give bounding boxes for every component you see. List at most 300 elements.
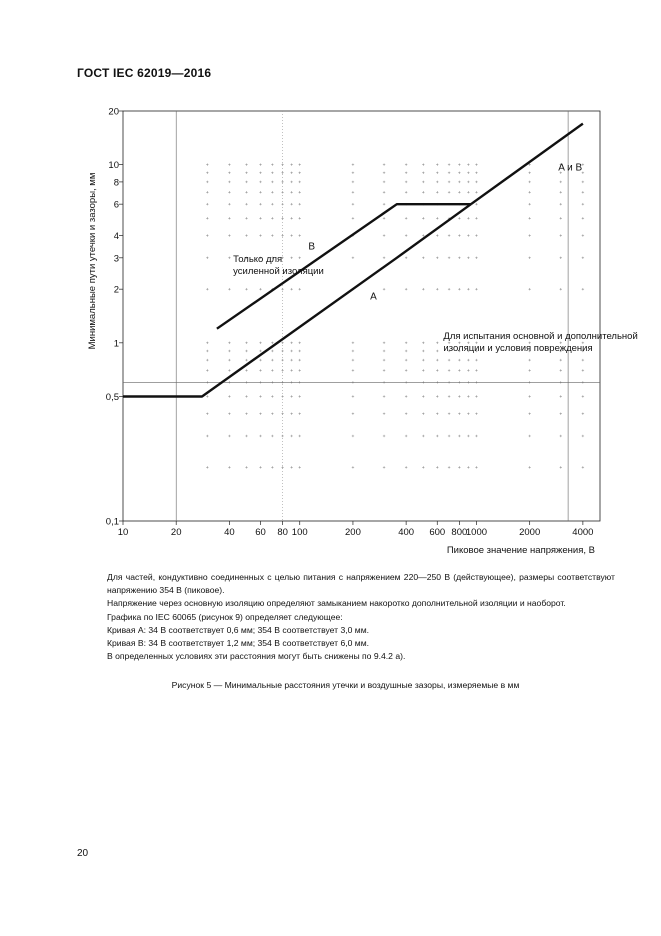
grid-cross — [245, 369, 247, 371]
grid-cross — [352, 435, 354, 437]
grid-cross — [383, 435, 385, 437]
grid-cross — [259, 435, 261, 437]
grid-cross — [582, 203, 584, 205]
grid-cross — [383, 413, 385, 415]
grid-cross — [271, 181, 273, 183]
grid-cross — [290, 234, 292, 236]
grid-cross — [422, 435, 424, 437]
grid-cross — [299, 466, 301, 468]
grid-cross — [228, 395, 230, 397]
grid-cross — [475, 181, 477, 183]
series-line-1 — [123, 204, 471, 396]
grid-cross — [299, 257, 301, 259]
grid-cross — [436, 234, 438, 236]
grid-cross — [228, 217, 230, 219]
figure-caption — [0, 680, 661, 690]
grid-cross — [448, 172, 450, 174]
grid-cross — [271, 191, 273, 193]
figure-notes — [107, 571, 615, 663]
grid-cross — [528, 395, 530, 397]
grid-cross — [475, 435, 477, 437]
grid-cross — [560, 234, 562, 236]
x-axis-label: Пиковое значение напряжения, В — [446, 545, 595, 556]
grid-cross — [422, 350, 424, 352]
grid-cross — [271, 369, 273, 371]
grid-cross — [271, 395, 273, 397]
grid-cross — [352, 395, 354, 397]
grid-cross — [299, 191, 301, 193]
grid-cross — [228, 288, 230, 290]
grid-cross — [405, 217, 407, 219]
grid-cross — [560, 288, 562, 290]
note-2: Напряжение через основную изоляцию определяют замыканием накоротко дополнительной изоляции и наоборот. — [107, 598, 566, 609]
grid-cross — [458, 413, 460, 415]
grid-cross — [290, 191, 292, 193]
grid-cross — [405, 342, 407, 344]
series-label-2: B — [308, 241, 316, 253]
grid-cross — [206, 359, 208, 361]
grid-cross — [259, 217, 261, 219]
page-number: 20 — [77, 848, 89, 859]
grid-cross — [528, 234, 530, 236]
y-tick-label: 8 — [113, 177, 119, 189]
x-tick-label: 600 — [429, 527, 446, 538]
grid-cross — [475, 288, 477, 290]
annotation-b_only-line: Только для — [233, 253, 283, 265]
grid-cross — [245, 359, 247, 361]
grid-cross — [422, 172, 424, 174]
grid-cross — [352, 217, 354, 219]
grid-cross — [448, 257, 450, 259]
grid-cross — [290, 359, 292, 361]
grid-cross — [458, 257, 460, 259]
grid-cross — [560, 191, 562, 193]
grid-cross — [271, 203, 273, 205]
x-tick-label: 400 — [398, 527, 415, 538]
page-header: ГОСТ IEC 62019—2016 — [77, 66, 212, 80]
grid-cross — [467, 163, 469, 165]
x-tick-label: 60 — [255, 527, 266, 538]
grid-cross — [352, 413, 354, 415]
grid-cross — [475, 172, 477, 174]
grid-cross — [528, 172, 530, 174]
grid-cross — [228, 359, 230, 361]
grid-cross — [245, 203, 247, 205]
grid-cross — [259, 395, 261, 397]
grid-cross — [467, 172, 469, 174]
grid-cross — [206, 466, 208, 468]
grid-cross — [467, 369, 469, 371]
grid-cross — [436, 288, 438, 290]
grid-cross — [436, 369, 438, 371]
grid-cross — [560, 413, 562, 415]
grid-cross — [422, 466, 424, 468]
grid-cross — [245, 191, 247, 193]
grid-cross — [299, 435, 301, 437]
grid-cross — [405, 350, 407, 352]
grid-cross — [405, 288, 407, 290]
grid-cross — [467, 413, 469, 415]
grid-cross — [299, 413, 301, 415]
grid-cross — [436, 181, 438, 183]
grid-cross — [528, 359, 530, 361]
grid-cross — [299, 217, 301, 219]
x-tick-label: 20 — [170, 527, 182, 538]
grid-cross — [467, 257, 469, 259]
grid-cross — [448, 191, 450, 193]
grid-cross — [299, 369, 301, 371]
grid-cross — [228, 181, 230, 183]
grid-cross — [448, 413, 450, 415]
grid-cross — [352, 163, 354, 165]
grid-cross — [422, 359, 424, 361]
grid-cross — [228, 234, 230, 236]
y-tick-label: 10 — [108, 160, 119, 172]
grid-cross — [582, 257, 584, 259]
grid-cross — [352, 342, 354, 344]
grid-cross — [528, 217, 530, 219]
note-5: Кривая В: 34 В соответствует 1,2 мм; 354 В соответствует 6,0 мм. — [107, 638, 370, 649]
grid-cross — [299, 172, 301, 174]
grid-cross — [299, 288, 301, 290]
grid-cross — [436, 191, 438, 193]
grid-cross — [458, 191, 460, 193]
grid-cross — [245, 413, 247, 415]
grid-cross — [383, 369, 385, 371]
grid-cross — [228, 191, 230, 193]
annotation-basic_supp-line: изоляции и условия повреждения — [443, 343, 593, 355]
grid-cross — [582, 191, 584, 193]
grid-cross — [299, 181, 301, 183]
grid-cross — [582, 359, 584, 361]
grid-cross — [467, 435, 469, 437]
grid-cross — [405, 369, 407, 371]
grid-cross — [245, 435, 247, 437]
y-tick-label: 20 — [108, 106, 119, 118]
x-tick-label: 200 — [345, 527, 361, 538]
grid-cross — [383, 191, 385, 193]
note-1: Для частей, кондуктивно соединенных с целью питания с напряжением 220—250 В (действующее), размеры соответствуют напряжению 354 В (пиковое). — [107, 572, 615, 596]
grid-cross — [383, 350, 385, 352]
x-tick-label: 40 — [224, 527, 235, 538]
grid-cross — [528, 288, 530, 290]
grid-cross — [259, 466, 261, 468]
grid-cross — [458, 369, 460, 371]
grid-cross — [528, 435, 530, 437]
grid-cross — [271, 342, 273, 344]
grid-cross — [206, 435, 208, 437]
grid-cross — [458, 395, 460, 397]
grid-cross — [352, 172, 354, 174]
grid-cross — [422, 288, 424, 290]
x-tick-label: 2000 — [519, 527, 541, 538]
grid-cross — [383, 163, 385, 165]
grid-cross — [228, 413, 230, 415]
grid-cross — [206, 342, 208, 344]
grid-cross — [383, 466, 385, 468]
grid-cross — [448, 234, 450, 236]
grid-cross — [582, 466, 584, 468]
grid-cross — [582, 217, 584, 219]
grid-cross — [228, 342, 230, 344]
grid-cross — [383, 395, 385, 397]
grid-cross — [467, 234, 469, 236]
grid-cross — [271, 413, 273, 415]
grid-cross — [560, 181, 562, 183]
grid-cross — [560, 359, 562, 361]
x-tick-label: 10 — [117, 527, 129, 538]
figure-caption-text: Рисунок 5 — Минимальные расстояния утечки и воздушные зазоры, измеряемые в мм — [171, 680, 520, 690]
grid-cross — [528, 181, 530, 183]
grid-cross — [299, 342, 301, 344]
grid-cross — [290, 395, 292, 397]
grid-cross — [436, 395, 438, 397]
grid-cross — [582, 181, 584, 183]
grid-cross — [422, 257, 424, 259]
note-6: В определенных условиях эти расстояния могут быть снижены по 9.4.2 а). — [107, 651, 406, 662]
grid-cross — [458, 234, 460, 236]
series-label-3: A и B — [558, 162, 583, 174]
grid-cross — [290, 288, 292, 290]
grid-cross — [528, 466, 530, 468]
grid-cross — [458, 435, 460, 437]
grid-cross — [448, 466, 450, 468]
grid-cross — [206, 217, 208, 219]
grid-cross — [228, 257, 230, 259]
grid-cross — [458, 163, 460, 165]
grid-cross — [271, 234, 273, 236]
grid-cross — [436, 163, 438, 165]
x-tick-label: 80 — [277, 527, 288, 538]
grid-cross — [405, 395, 407, 397]
grid-cross — [259, 203, 261, 205]
grid-cross — [448, 359, 450, 361]
grid-cross — [405, 466, 407, 468]
series-label-1: A — [370, 291, 377, 303]
grid-cross — [259, 172, 261, 174]
annotation-basic_supp-line: Для испытания основной и дополнительной — [443, 331, 638, 343]
x-tick-label: 100 — [291, 527, 308, 538]
grid-cross — [352, 181, 354, 183]
grid-cross — [475, 163, 477, 165]
grid-cross — [245, 217, 247, 219]
grid-cross — [228, 350, 230, 352]
grid-cross — [259, 342, 261, 344]
grid-cross — [281, 181, 283, 183]
grid-cross — [528, 413, 530, 415]
grid-cross — [290, 350, 292, 352]
grid-cross — [206, 369, 208, 371]
grid-cross — [560, 257, 562, 259]
grid-cross — [458, 359, 460, 361]
grid-cross — [436, 217, 438, 219]
grid-cross — [206, 191, 208, 193]
grid-cross — [582, 395, 584, 397]
grid-cross — [259, 234, 261, 236]
grid-cross — [228, 369, 230, 371]
grid-cross — [458, 217, 460, 219]
grid-cross — [228, 163, 230, 165]
grid-cross — [582, 288, 584, 290]
grid-cross — [259, 181, 261, 183]
grid-cross — [467, 181, 469, 183]
grid-cross — [467, 288, 469, 290]
y-tick-label: 1 — [113, 338, 119, 350]
grid-cross — [290, 203, 292, 205]
y-tick-label: 6 — [113, 199, 119, 211]
grid-cross — [228, 435, 230, 437]
grid-cross — [528, 369, 530, 371]
grid-cross — [206, 288, 208, 290]
grid-cross — [475, 395, 477, 397]
grid-cross — [352, 191, 354, 193]
note-4: Кривая А: 34 В соответствует 0,6 мм; 354 В соответствует 3,0 мм. — [107, 624, 370, 635]
grid-cross — [290, 217, 292, 219]
grid-cross — [458, 181, 460, 183]
grid-cross — [228, 172, 230, 174]
grid-cross — [290, 181, 292, 183]
grid-cross — [582, 413, 584, 415]
grid-cross — [271, 217, 273, 219]
grid-cross — [290, 257, 292, 259]
grid-cross — [245, 234, 247, 236]
grid-cross — [422, 191, 424, 193]
grid-cross — [560, 435, 562, 437]
grid-cross — [458, 466, 460, 468]
grid-cross — [448, 288, 450, 290]
grid-cross — [475, 359, 477, 361]
grid-cross — [405, 163, 407, 165]
grid-cross — [271, 466, 273, 468]
grid-cross — [206, 181, 208, 183]
grid-cross — [245, 466, 247, 468]
grid-cross — [206, 203, 208, 205]
y-tick-label: 3 — [113, 253, 119, 265]
grid-cross — [436, 350, 438, 352]
grid-cross — [259, 350, 261, 352]
grid-cross — [528, 203, 530, 205]
grid-cross — [271, 163, 273, 165]
grid-cross — [352, 203, 354, 205]
grid-cross — [467, 191, 469, 193]
grid-cross — [467, 466, 469, 468]
grid-cross — [422, 181, 424, 183]
grid-cross — [383, 234, 385, 236]
grid-cross — [352, 359, 354, 361]
grid-cross — [245, 288, 247, 290]
grid-cross — [475, 257, 477, 259]
x-tick-label: 1000 — [465, 527, 488, 538]
note-3: Графика по IEC 60065 (рисунок 9) определяет следующее: — [107, 611, 343, 622]
grid-cross — [352, 350, 354, 352]
grid-cross — [422, 395, 424, 397]
grid-cross — [383, 172, 385, 174]
grid-cross — [582, 234, 584, 236]
grid-cross — [467, 217, 469, 219]
grid-cross — [206, 172, 208, 174]
grid-cross — [422, 369, 424, 371]
grid-cross — [475, 203, 477, 205]
grid-cross — [299, 350, 301, 352]
grid-cross — [259, 413, 261, 415]
grid-cross — [467, 395, 469, 397]
grid-cross — [245, 172, 247, 174]
grid-cross — [290, 163, 292, 165]
grid-cross — [405, 257, 407, 259]
grid-cross — [422, 163, 424, 165]
grid-cross — [290, 172, 292, 174]
grid-cross — [560, 369, 562, 371]
grid-cross — [448, 395, 450, 397]
grid-cross — [352, 369, 354, 371]
y-tick-label: 0,5 — [105, 391, 119, 403]
grid-cross — [560, 395, 562, 397]
grid-cross — [405, 435, 407, 437]
grid-cross — [405, 181, 407, 183]
grid-cross — [582, 435, 584, 437]
grid-cross — [290, 369, 292, 371]
grid-cross — [290, 466, 292, 468]
grid-cross — [383, 181, 385, 183]
grid-cross — [405, 191, 407, 193]
annotation-b_only-line: усиленной изоляции — [233, 265, 324, 277]
grid-cross — [383, 217, 385, 219]
plot-frame — [123, 111, 600, 521]
grid-cross — [383, 203, 385, 205]
grid-cross — [436, 172, 438, 174]
y-tick-label: 2 — [113, 284, 119, 296]
grid-cross — [448, 163, 450, 165]
grid-cross — [206, 163, 208, 165]
x-tick-label: 4000 — [572, 527, 594, 538]
grid-cross — [271, 350, 273, 352]
grid-cross — [475, 234, 477, 236]
grid-cross — [206, 413, 208, 415]
grid-cross — [259, 369, 261, 371]
grid-cross — [422, 413, 424, 415]
y-tick-label: 4 — [113, 231, 119, 243]
grid-cross — [352, 257, 354, 259]
grid-cross — [206, 257, 208, 259]
grid-cross — [228, 203, 230, 205]
grid-cross — [245, 181, 247, 183]
grid-cross — [422, 217, 424, 219]
grid-cross — [245, 342, 247, 344]
grid-cross — [299, 203, 301, 205]
grid-cross — [422, 342, 424, 344]
grid-cross — [259, 191, 261, 193]
grid-cross — [299, 395, 301, 397]
grid-cross — [405, 413, 407, 415]
grid-cross — [448, 435, 450, 437]
grid-cross — [206, 395, 208, 397]
grid-cross — [436, 257, 438, 259]
grid-cross — [528, 191, 530, 193]
grid-cross — [475, 413, 477, 415]
grid-cross — [290, 342, 292, 344]
x-tick-label: 800 — [451, 527, 468, 538]
grid-cross — [436, 359, 438, 361]
grid-cross — [259, 359, 261, 361]
grid-cross — [448, 181, 450, 183]
grid-cross — [405, 359, 407, 361]
grid-cross — [271, 172, 273, 174]
grid-cross — [245, 350, 247, 352]
grid-cross — [290, 435, 292, 437]
grid-cross — [475, 466, 477, 468]
grid-cross — [290, 413, 292, 415]
grid-cross — [458, 172, 460, 174]
